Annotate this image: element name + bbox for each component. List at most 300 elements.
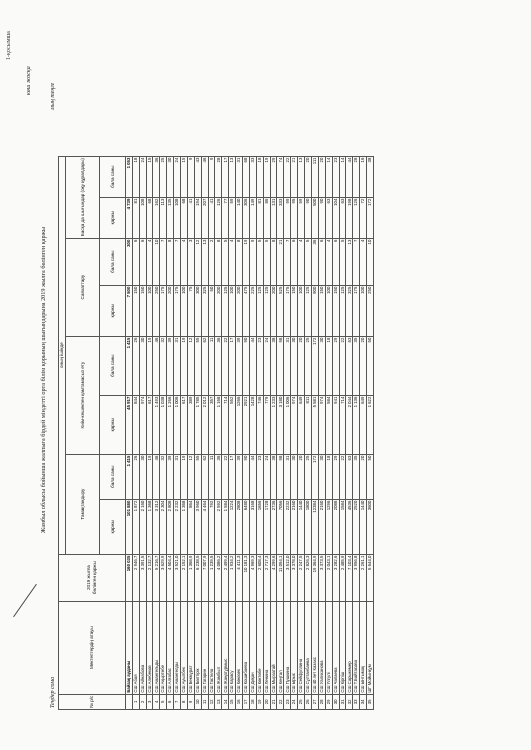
allocated-cell: 2 717,3 [263, 554, 270, 601]
school-name-cell: СШ Карасу [229, 601, 236, 694]
clothing-money-cell: 3 180 [277, 395, 284, 454]
travel-money-cell: 325 [346, 285, 353, 336]
travel-kids-cell: 5 [263, 238, 270, 285]
travel-kids-cell: 5 [222, 238, 229, 285]
clothing-money-cell: 779 [263, 395, 270, 454]
school-name-cell: СШ Ақыртөбе [160, 601, 167, 694]
food-kids-cell: 38 [270, 454, 277, 499]
food-money-cell: 3600 [367, 499, 374, 554]
travel-kids-cell: 4 [229, 238, 236, 285]
clothing-kids-cell: 11 [208, 336, 215, 395]
travel-kids-cell: 6 [139, 238, 146, 285]
travel-money-cell: 125 [256, 285, 263, 336]
food-money-cell: 6480 [243, 499, 250, 554]
food-kids-cell: 30 [318, 454, 325, 499]
travel-money-cell: 150 [318, 285, 325, 336]
other-money-cell: 500 [311, 197, 318, 238]
table-row [243, 156, 250, 709]
food-money-cell: 2232 [284, 499, 291, 554]
clothing-money-cell: 617 [146, 395, 153, 454]
table-row [263, 156, 270, 709]
table-row [256, 156, 263, 709]
food-kids-cell: 32 [160, 454, 167, 499]
travel-money-cell: 175 [160, 285, 167, 336]
allocated-cell: 3 521,0 [174, 554, 181, 601]
table-row [153, 156, 160, 709]
food-kids-cell: 29 [332, 454, 339, 499]
other-money-cell: 41 [187, 197, 194, 238]
food-kids-cell: 172 [311, 454, 318, 499]
row-num-cell: 24 [291, 694, 298, 709]
travel-kids-cell: 6 [332, 238, 339, 285]
allocated-cell: 2 247,5 [298, 554, 305, 601]
row-num-cell: 31 [339, 694, 346, 709]
food-money-cell: 2 592 [215, 499, 222, 554]
clothing-money-cell: 1 493 [153, 395, 160, 454]
travel-money-cell: 100 [146, 285, 153, 336]
allocated-cell: 11 094,1 [277, 554, 284, 601]
row-num-cell: 25 [298, 694, 305, 709]
other-kids-cell: 23 [332, 156, 339, 197]
other-money-cell: 99 [284, 197, 291, 238]
travel-kids-cell: 13 [346, 238, 353, 285]
total-other-kids: 1 053 [125, 156, 132, 197]
travel-money-cell: 200 [236, 285, 243, 336]
travel-money-cell: 125 [339, 285, 346, 336]
other-kids-cell: 9 [187, 156, 194, 197]
food-money-cell: 1584 [339, 499, 346, 554]
clothing-money-cell: 552 [229, 395, 236, 454]
food-money-cell: 1656 [256, 499, 263, 554]
school-name-cell: СШ Абая [132, 601, 139, 694]
total-food-kids: 1 415 [125, 454, 132, 499]
travel-kids-cell: 21 [277, 238, 284, 285]
travel-kids-cell: 2 [208, 238, 215, 285]
other-money-cell: 113 [160, 197, 167, 238]
clothing-kids-cell: 20 [360, 336, 367, 395]
table-row [208, 156, 215, 709]
other-money-cell: 108 [139, 197, 146, 238]
table-row [291, 156, 298, 709]
school-name-cell: СШ Кеңтал [277, 601, 284, 694]
food-money-cell: 4536 [346, 499, 353, 554]
allocated-cell: 19 364,9 [311, 554, 318, 601]
header-allocated: 2019 жылға бөлінген қаржы [59, 554, 126, 601]
clothing-money-cell: 584 [325, 395, 332, 454]
travel-kids-cell: 19 [243, 238, 250, 285]
other-money-cell: 68 [181, 197, 188, 238]
food-money-cell: 1440 [360, 499, 367, 554]
clothing-kids-cell: 172 [311, 336, 318, 395]
header-travel: Саяхаттару [65, 238, 99, 336]
appendix-label: 1-қосымша [6, 31, 12, 60]
corner-label: көш жосқа [26, 66, 32, 95]
other-kids-cell: 16 [360, 156, 367, 197]
food-money-cell: 4 464 [201, 499, 208, 554]
food-kids-cell: 24 [263, 454, 270, 499]
clothing-money-cell: 1266 [236, 395, 243, 454]
food-kids-cell: 22 [222, 454, 229, 499]
total-food-money: 101 880 [125, 499, 132, 554]
travel-money-cell: 900 [311, 285, 318, 336]
food-money-cell: 3168 [249, 499, 256, 554]
clothing-kids-cell: 25 [305, 336, 312, 395]
row-num-cell: 14 [222, 694, 229, 709]
allocated-cell: 2 946,7 [132, 554, 139, 601]
other-money-cell: 63 [325, 197, 332, 238]
allocated-cell: 7 007,9 [201, 554, 208, 601]
clothing-money-cell: 649 [360, 395, 367, 454]
travel-money-cell: 150 [332, 285, 339, 336]
clothing-kids-cell: 90 [243, 336, 250, 395]
other-kids-cell: 18 [132, 156, 139, 197]
table-row [339, 156, 346, 709]
school-name-cell: СШ Амангельды [153, 601, 160, 694]
travel-money-cell: 175 [353, 285, 360, 336]
other-kids-cell: 111 [311, 156, 318, 197]
table-row [167, 156, 174, 709]
school-name-cell: СШ Гагарин [201, 601, 208, 694]
other-kids-cell: 20 [318, 156, 325, 197]
school-name-cell: СШ Амангелды [174, 601, 181, 694]
other-money-cell: 162 [153, 197, 160, 238]
header-other: Басқа да шығындар (оқу құралдары) [65, 156, 99, 238]
school-name-cell: СШ Сейфуллина [298, 601, 305, 694]
travel-kids-cell: 4 [325, 238, 332, 285]
clothing-kids-cell: 63 [346, 336, 353, 395]
allocated-cell: 2 261,1 [360, 554, 367, 601]
food-money-cell: 2 160 [139, 499, 146, 554]
other-kids-cell: 74 [277, 156, 284, 197]
other-money-cell: 59 [229, 197, 236, 238]
table-row [160, 156, 167, 709]
travel-money-cell: 250 [153, 285, 160, 336]
travel-kids-cell: 7 [174, 238, 181, 285]
travel-money-cell: 325 [201, 285, 208, 336]
table-row [360, 156, 367, 709]
allocated-cell: 2 152,1 [181, 554, 188, 601]
food-kids-cell: 31 [284, 454, 291, 499]
clothing-money-cell: 1 006 [174, 395, 181, 454]
food-kids-cell: 19 [146, 454, 153, 499]
other-money-cell: 149 [249, 197, 256, 238]
other-money-cell: 126 [215, 197, 222, 238]
school-name-cell: СШ Көктөбе [256, 601, 263, 694]
table-row [284, 156, 291, 709]
food-kids-cell: 30 [139, 454, 146, 499]
food-money-cell: 2 232 [174, 499, 181, 554]
table-row [325, 156, 332, 709]
other-kids-cell: 14 [339, 156, 346, 197]
clothing-money-cell: 714 [222, 395, 229, 454]
other-kids-cell: 46 [201, 156, 208, 197]
table-row [332, 156, 339, 709]
table-row [270, 156, 277, 709]
allocated-cell: 2 608,4 [256, 554, 263, 601]
table-row [139, 156, 146, 709]
food-kids-cell: 20 [360, 454, 367, 499]
travel-money-cell: 125 [263, 285, 270, 336]
allocated-cell: 3 391,5 [139, 554, 146, 601]
clothing-money-cell: 941 [332, 395, 339, 454]
travel-money-cell: 250 [367, 285, 374, 336]
food-money-cell: 1 584 [222, 499, 229, 554]
food-kids-cell: 98 [277, 454, 284, 499]
other-money-cell: 72 [360, 197, 367, 238]
travel-kids-cell: 4 [298, 238, 305, 285]
food-money-cell: 1 872 [132, 499, 139, 554]
header-kids: бала саны [99, 454, 125, 499]
table-row [305, 156, 312, 709]
clothing-kids-cell: 23 [256, 336, 263, 395]
travel-kids-cell: 8 [270, 238, 277, 285]
food-money-cell: 2 808 [167, 499, 174, 554]
travel-money-cell: 100 [360, 285, 367, 336]
other-kids-cell: 24 [139, 156, 146, 197]
other-kids-cell: 13 [298, 156, 305, 197]
travel-kids-cell: 10 [153, 238, 160, 285]
table-row [194, 156, 201, 709]
clothing-kids-cell: 31 [284, 336, 291, 395]
travel-money-cell: 525 [277, 285, 284, 336]
food-money-cell: 3 312 [153, 499, 160, 554]
travel-money-cell: 75 [187, 285, 194, 336]
travel-kids-cell: 8 [215, 238, 222, 285]
other-kids-cell: 24 [174, 156, 181, 197]
row-num-cell: 8 [181, 694, 188, 709]
table-row [201, 156, 208, 709]
clothing-kids-cell: 26 [132, 336, 139, 395]
travel-kids-cell: 3 [187, 238, 194, 285]
school-name-cell: СШ Алебеков [146, 601, 153, 694]
clothing-kids-cell: 46 [153, 336, 160, 395]
school-name-cell: СШ Диқан [249, 601, 256, 694]
other-kids-cell: 28 [215, 156, 222, 197]
table-row [346, 156, 353, 709]
food-kids-cell: 39 [167, 454, 174, 499]
row-num-cell: 1 [132, 694, 139, 709]
food-kids-cell: 17 [229, 454, 236, 499]
travel-kids-cell: 4 [146, 238, 153, 285]
total-travel-money: 7 500 [125, 285, 132, 336]
other-kids-cell: 43 [194, 156, 201, 197]
row-num-cell: 35 [367, 694, 374, 709]
clothing-money-cell: 1 168 [215, 395, 222, 454]
total-clothing-money: 45 917 [125, 395, 132, 454]
other-money-cell: 172 [367, 197, 374, 238]
table-row [277, 156, 284, 709]
food-kids-cell: 55 [194, 454, 201, 499]
food-kids-cell: 11 [208, 454, 215, 499]
food-kids-cell: 90 [243, 454, 250, 499]
allocated-cell: 3 956,8 [353, 554, 360, 601]
allocated-cell: 2 499,4 [222, 554, 229, 601]
school-name-cell: СШ Сарыкемер [346, 601, 353, 694]
row-num-cell: 32 [346, 694, 353, 709]
other-kids-cell: 20 [305, 156, 312, 197]
row-num-cell: 26 [305, 694, 312, 709]
travel-kids-cell: 4 [181, 238, 188, 285]
travel-money-cell: 100 [181, 285, 188, 336]
clothing-kids-cell: 17 [229, 336, 236, 395]
clothing-kids-cell: 19 [181, 336, 188, 395]
school-name-cell: СШ Ленина [263, 601, 270, 694]
allocated-cell: 1 934,2 [229, 554, 236, 601]
clothing-money-cell: 357 [208, 395, 215, 454]
clothing-money-cell: 746 [256, 395, 263, 454]
row-num-cell: 13 [215, 694, 222, 709]
document-left-note: Теңдер сома [50, 676, 56, 708]
school-name-cell: СШ Чапаева [332, 601, 339, 694]
header-kids: бала саны [99, 156, 125, 197]
other-kids-cell: 21 [291, 156, 298, 197]
header-school-name: Мектептердің атауы [59, 601, 126, 694]
other-kids-cell: 38 [367, 156, 374, 197]
travel-money-cell: 150 [132, 285, 139, 336]
clothing-money-cell: 1 006 [284, 395, 291, 454]
clothing-money-cell: 2 012 [201, 395, 208, 454]
food-money-cell: 792 [208, 499, 215, 554]
row-num-cell: 21 [270, 694, 277, 709]
travel-kids-cell: 12 [194, 238, 201, 285]
row-num-cell: 34 [360, 694, 367, 709]
travel-kids-cell: 6 [318, 238, 325, 285]
total-clothing-kids: 1 415 [125, 336, 132, 395]
food-kids-cell: 35 [353, 454, 360, 499]
other-kids-cell: 22 [284, 156, 291, 197]
clothing-money-cell: 844 [132, 395, 139, 454]
food-kids-cell: 20 [298, 454, 305, 499]
school-name-cell: СШ Уалиханова [318, 601, 325, 694]
food-money-cell: 2160 [291, 499, 298, 554]
food-money-cell: 1800 [305, 499, 312, 554]
other-money-cell: 140 [236, 197, 243, 238]
header-money: қаржы [99, 285, 125, 336]
row-num-cell: 12 [208, 694, 215, 709]
other-kids-cell: 9 [208, 156, 215, 197]
food-kids-cell: 30 [291, 454, 298, 499]
total-name: Байзақ ауданы [125, 601, 132, 694]
school-name-cell: СШ Т.Байтасова [353, 601, 360, 694]
travel-money-cell: 475 [243, 285, 250, 336]
travel-money-cell: 300 [194, 285, 201, 336]
allocated-cell: 3 282,6 [332, 554, 339, 601]
food-kids-cell: 25 [305, 454, 312, 499]
other-kids-cell: 30 [167, 156, 174, 197]
travel-kids-cell: 6 [132, 238, 139, 285]
other-kids-cell: 19 [263, 156, 270, 197]
allocated-cell: 2 043,1 [325, 554, 332, 601]
food-money-cell: 2808 [236, 499, 243, 554]
school-name-cell: СШ Сұлтанбаева [305, 601, 312, 694]
clothing-money-cell: 1428 [249, 395, 256, 454]
food-kids-cell: 36 [215, 454, 222, 499]
school-name-cell: СШ Жаңатұрмыс [222, 601, 229, 694]
school-name-cell: СШ 40 лет Казахс [311, 601, 318, 694]
other-money-cell: 59 [298, 197, 305, 238]
row-num-cell: 11 [201, 694, 208, 709]
total-allocated: 160 035 [125, 554, 132, 601]
clothing-money-cell: 649 [298, 395, 305, 454]
other-money-cell: 95 [291, 197, 298, 238]
food-kids-cell: 50 [367, 454, 374, 499]
other-kids-cell: 31 [236, 156, 243, 197]
clothing-kids-cell: 29 [332, 336, 339, 395]
table-row [367, 156, 374, 709]
clothing-money-cell: 714 [339, 395, 346, 454]
other-kids-cell: 28 [353, 156, 360, 197]
other-money-cell: 41 [208, 197, 215, 238]
row-num-cell: 17 [243, 694, 250, 709]
clothing-kids-cell: 62 [201, 336, 208, 395]
travel-money-cell: 100 [229, 285, 236, 336]
school-name-cell: СШ Гастело [208, 601, 215, 694]
row-num-cell: 4 [153, 694, 160, 709]
table-row [146, 156, 153, 709]
other-money-cell: 333 [277, 197, 284, 238]
food-kids-cell: 62 [201, 454, 208, 499]
clothing-kids-cell: 18 [325, 336, 332, 395]
other-kids-cell: 29 [270, 156, 277, 197]
table-row [353, 156, 360, 709]
school-name-cell: СШ Ынтымақ [360, 601, 367, 694]
table-row [222, 156, 229, 709]
school-name-cell: СШ Ауылбек [181, 601, 188, 694]
clothing-money-cell: 974 [291, 395, 298, 454]
clothing-kids-cell: 22 [339, 336, 346, 395]
allocated-cell: 3 373,5 [318, 554, 325, 601]
clothing-money-cell: 1 622 [367, 395, 374, 454]
travel-kids-cell: 7 [353, 238, 360, 285]
row-num-cell: 30 [332, 694, 339, 709]
row-num-cell: 10 [194, 694, 201, 709]
other-money-cell: 108 [174, 197, 181, 238]
food-kids-cell: 31 [174, 454, 181, 499]
food-kids-cell: 39 [236, 454, 243, 499]
row-num-cell: 23 [284, 694, 291, 709]
other-money-cell: 198 [346, 197, 353, 238]
table-row [187, 156, 194, 709]
clothing-money-cell: 1 136 [353, 395, 360, 454]
travel-money-cell: 150 [291, 285, 298, 336]
school-name-cell: СШ Үлгулі [325, 601, 332, 694]
clothing-kids-cell: 20 [298, 336, 305, 395]
other-money-cell: 207 [201, 197, 208, 238]
food-money-cell: 2160 [318, 499, 325, 554]
clothing-money-cell: 974 [139, 395, 146, 454]
food-money-cell: 1224 [229, 499, 236, 554]
allocated-cell: 4 299,6 [270, 554, 277, 601]
food-money-cell: 1 368 [181, 499, 188, 554]
travel-kids-cell: 5 [305, 238, 312, 285]
table-row [236, 156, 243, 709]
food-kids-cell: 26 [132, 454, 139, 499]
school-name-cell: СШ Ырыс [291, 601, 298, 694]
travel-money-cell: 200 [270, 285, 277, 336]
travel-kids-cell: 13 [201, 238, 208, 285]
other-kids-cell: 44 [346, 156, 353, 197]
school-name-cell: СШ Мырзатай [270, 601, 277, 694]
school-name-cell: СШ Бекмұрат [187, 601, 194, 694]
food-kids-cell: 18 [325, 454, 332, 499]
clothing-kids-cell: 30 [318, 336, 325, 395]
food-money-cell: 864 [187, 499, 194, 554]
clothing-money-cell: 974 [318, 395, 325, 454]
clothing-kids-cell: 36 [215, 336, 222, 395]
other-kids-cell: 13 [229, 156, 236, 197]
food-money-cell: 2520 [353, 499, 360, 554]
allocated-cell: 4 411,3 [236, 554, 243, 601]
